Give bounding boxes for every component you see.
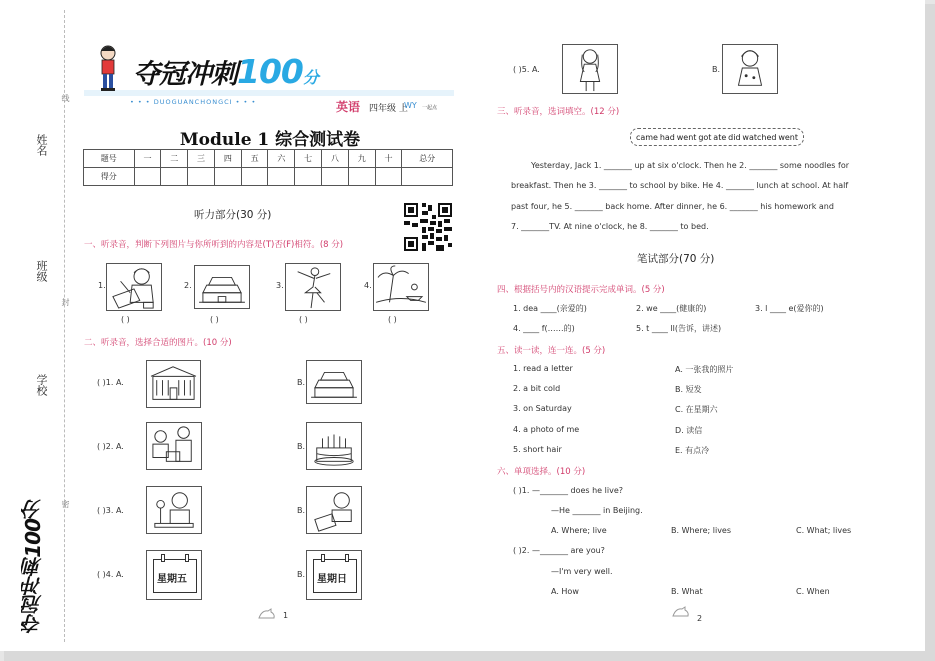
binding-mark: 线: [61, 94, 70, 102]
score-cell[interactable]: [214, 168, 241, 186]
mc-option[interactable]: B. What: [671, 587, 703, 596]
score-cell[interactable]: [268, 168, 295, 186]
picture-beach-palm: [373, 263, 429, 311]
word-item: 2. we ____(健康的): [636, 304, 707, 313]
score-table: [83, 149, 453, 186]
mc-question: ( )2. —_______ are you?: [513, 546, 605, 555]
mc-option[interactable]: C. When: [796, 587, 830, 596]
cat-icon: [672, 606, 690, 618]
score-cell[interactable]: [322, 168, 349, 186]
word-option: got: [698, 132, 712, 142]
picture-ballet-girl: [285, 263, 341, 311]
item-number: 1.: [98, 281, 106, 290]
score-header-cell: 题号: [84, 150, 135, 168]
score-cell[interactable]: [402, 168, 453, 186]
score-header-cell: 一: [134, 150, 161, 168]
score-header-cell: 九: [348, 150, 375, 168]
score-header-cell: 总分: [402, 150, 453, 168]
mc-question-line: —He _______ in Beijing.: [551, 506, 643, 515]
score-header-cell: 七: [295, 150, 322, 168]
score-cell[interactable]: [241, 168, 268, 186]
match-right: B. 短发: [675, 385, 702, 394]
match-right: C. 在星期六: [675, 405, 718, 414]
option-b-label: B.: [297, 506, 306, 515]
item-number: 3.: [276, 281, 284, 290]
match-left: 3. on Saturday: [513, 404, 572, 413]
score-row-label: 得分: [84, 168, 135, 186]
mc-question: ( )1. —_______ does he live?: [513, 486, 623, 495]
exam-title: Module 1 综合测试卷: [179, 130, 361, 150]
match-right: A. 一张我的照片: [675, 365, 734, 374]
school-label: 学校: [35, 374, 48, 396]
picture-calendar-friday: [146, 550, 202, 600]
word-option: had: [659, 132, 675, 142]
brand-pinyin: • • • DUOGUANCHONGCI • • •: [130, 98, 257, 106]
edition-note: 一起点: [422, 105, 438, 111]
word-option: did: [728, 132, 741, 142]
word-item: 4. ____ f(……的): [513, 324, 575, 333]
binding-mark: 封: [61, 298, 70, 306]
section-5-title: 五、读一读，连一连。(5 分): [497, 346, 606, 356]
question-label: ( )5. A.: [513, 65, 540, 74]
word-option: watched: [742, 132, 777, 142]
score-header-cell: 六: [268, 150, 295, 168]
section-3-title: 三、听录音，选词填空。(12 分): [497, 107, 620, 117]
edition-label: WY: [404, 101, 417, 110]
brand-logo: 夺冠冲刺100分: [133, 52, 318, 91]
score-cell[interactable]: [134, 168, 161, 186]
word-option: ate: [713, 132, 727, 142]
answer-paren[interactable]: ( ): [299, 315, 308, 324]
match-left: 5. short hair: [513, 445, 562, 454]
picture-boy-reading: [306, 486, 362, 534]
listening-heading: 听力部分(30 分): [194, 209, 272, 221]
qr-code-icon[interactable]: [404, 203, 452, 251]
match-right: D. 读信: [675, 426, 703, 435]
side-logo: 夺冠冲刺100分: [21, 500, 45, 634]
score-cell[interactable]: [295, 168, 322, 186]
passage-line: Yesterday, Jack 1. _______ up at six o'clock. Then he 2. _______ some noodles for: [531, 161, 850, 170]
section-4-title: 四、根据括号内的汉语提示完成单词。(5 分): [497, 285, 665, 295]
name-label: 姓名: [35, 134, 48, 156]
grade-label: 四年级 上: [369, 104, 408, 114]
section-1-title: 一、听录音，判断下列图片与你所听到的内容是(T)否(F)相符。(8 分): [84, 240, 344, 250]
picture-girl-short-hair: [722, 44, 778, 94]
class-label: 班级: [35, 260, 48, 282]
item-number: 2.: [184, 281, 192, 290]
score-cell[interactable]: [375, 168, 402, 186]
option-b-label: B.: [297, 570, 306, 579]
score-header-cell: 五: [241, 150, 268, 168]
score-row: [84, 168, 453, 186]
section-6-title: 六、单项选择。(10 分): [497, 467, 586, 477]
score-cell[interactable]: [348, 168, 375, 186]
picture-family: [146, 422, 202, 470]
word-bank: [630, 128, 804, 146]
passage-line: 7. _______TV. At nine o'clock, he 8. _______ to bed.: [511, 222, 709, 231]
picture-tiananmen: [306, 360, 362, 404]
picture-tiananmen: [194, 265, 250, 309]
section-2-title: 二、听录音，选择合适的图片。(10 分): [84, 338, 232, 348]
page-number-left: 1: [283, 611, 289, 620]
mc-option[interactable]: A. How: [551, 587, 579, 596]
score-header-cell: 二: [161, 150, 188, 168]
word-option: came: [635, 132, 658, 142]
mc-option[interactable]: C. What; lives: [796, 526, 852, 535]
score-cell[interactable]: [161, 168, 188, 186]
calendar-text: 星期日: [317, 574, 347, 585]
item-number: 4.: [364, 281, 372, 290]
option-b-label: B.: [297, 442, 306, 451]
score-header-cell: 四: [214, 150, 241, 168]
page-shadow: [925, 4, 935, 661]
question-label: ( )1. A.: [97, 378, 124, 387]
word-item: 5. t ____ ll(告诉，讲述): [636, 324, 722, 333]
mc-option[interactable]: A. Where; live: [551, 526, 607, 535]
picture-building: [146, 360, 201, 408]
picture-girl-long-hair: [562, 44, 618, 94]
page-shadow: [4, 651, 935, 661]
boy-mascot-icon: [97, 44, 119, 94]
calendar-text: 星期五: [157, 574, 187, 585]
picture-birthday-cake: [306, 422, 362, 470]
answer-paren[interactable]: ( ): [121, 315, 130, 324]
mc-option[interactable]: B. Where; lives: [671, 526, 732, 535]
question-label: ( )4. A.: [97, 570, 124, 579]
match-left: 4. a photo of me: [513, 425, 580, 434]
match-right: E. 有点冷: [675, 446, 710, 455]
binding-mark: 密: [61, 500, 70, 508]
word-option: went: [676, 132, 697, 142]
written-heading: 笔试部分(70 分): [637, 253, 715, 265]
subject-label: 英语: [336, 100, 361, 114]
passage-line: past four, he 5. _______ back home. After dinner, he 6. _______ his homework and: [511, 202, 834, 211]
page-number-right: 2: [697, 614, 703, 623]
word-item: 1. dea ____(亲爱的): [513, 304, 587, 313]
score-header-cell: 十: [375, 150, 402, 168]
score-header-cell: 八: [322, 150, 349, 168]
question-label: ( )3. A.: [97, 506, 124, 515]
match-left: 2. a bit cold: [513, 384, 561, 393]
question-label: ( )2. A.: [97, 442, 124, 451]
score-header-cell: 三: [188, 150, 215, 168]
binding-line: [64, 10, 65, 642]
option-b-label: B.: [297, 378, 306, 387]
match-left: 1. read a letter: [513, 364, 573, 373]
word-option: went: [778, 132, 799, 142]
option-b-label: B.: [712, 65, 721, 74]
word-item: 3. l ____ e(爱你的): [755, 304, 824, 313]
answer-paren[interactable]: ( ): [388, 315, 397, 324]
answer-paren[interactable]: ( ): [210, 315, 219, 324]
picture-boy-phone: [146, 486, 202, 534]
passage-line: breakfast. Then he 3. _______ to school by bike. He 4. _______ lunch at school. At half: [511, 181, 849, 190]
score-header-row: [84, 150, 453, 168]
picture-boy-writing: [106, 263, 162, 311]
picture-calendar-sunday: [306, 550, 362, 600]
cat-icon: [258, 608, 276, 620]
score-cell[interactable]: [188, 168, 215, 186]
mc-question-line: —I'm very well.: [551, 567, 613, 576]
